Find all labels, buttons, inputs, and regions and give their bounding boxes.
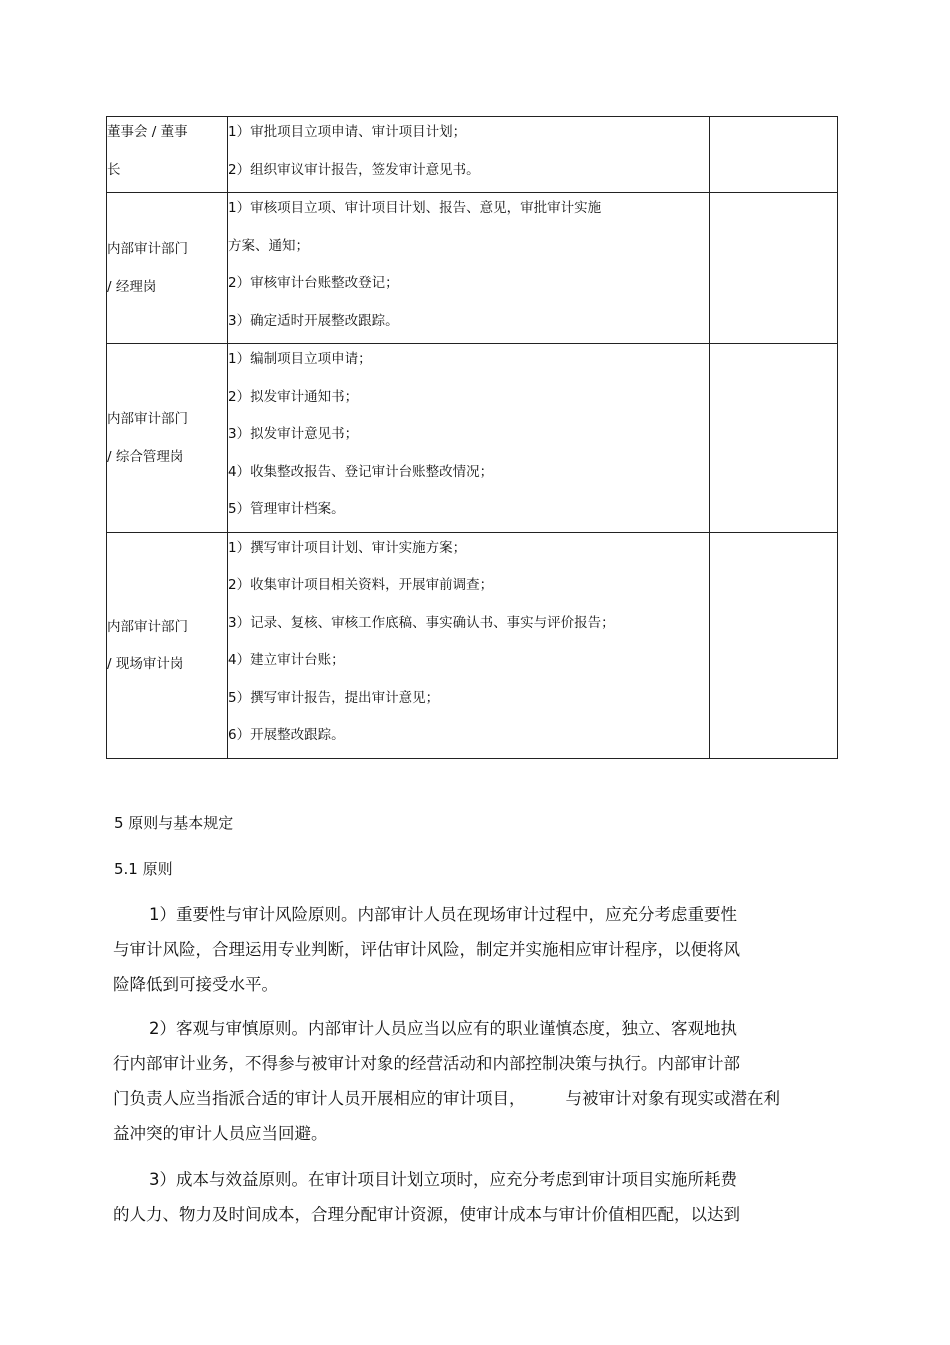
duty-item: 6）开展整改跟踪。	[228, 727, 345, 743]
role-text: 内部审计部门	[107, 241, 188, 257]
role-cell	[107, 344, 228, 533]
duties-cell	[228, 117, 710, 193]
section-heading: 5 原则与基本规定	[114, 814, 234, 832]
paragraph	[113, 897, 833, 1002]
duty-item: 1）审核项目立项、审计项目计划、报告、意见，审批审计实施	[228, 200, 602, 216]
duties-cell	[228, 532, 710, 758]
role-cell	[107, 193, 228, 344]
duty-item: 1）审批项目立项申请、审计项目计划；	[228, 124, 467, 140]
duties-cell	[228, 193, 710, 344]
paragraph	[113, 1011, 833, 1151]
duty-item: 4）建立审计台账；	[228, 652, 345, 668]
role-text: / 综合管理岗	[107, 448, 184, 465]
paragraph-line: 1）重要性与审计风险原则。内部审计人员在现场审计过程中，应充分考虑重要性	[149, 905, 737, 924]
paragraph-line: 的人力、物力及时间成本，合理分配审计资源，使审计成本与审计价值相匹配，以达到	[113, 1205, 740, 1224]
role-text: 内部审计部门	[107, 618, 188, 635]
duty-item: 5）撰写审计报告，提出审计意见；	[228, 689, 440, 706]
role-text: / 经理岗	[107, 278, 157, 295]
duty-item: 2）审核审计台账整改登记；	[228, 275, 399, 291]
remarks-cell	[710, 193, 838, 344]
duty-item: 3）拟发审计意见书；	[228, 426, 359, 442]
subsection-heading: 5.1 原则	[114, 860, 173, 878]
paragraph-line: 与审计风险，合理运用专业判断，评估审计风险，制定并实施相应审计程序，以便将风	[113, 940, 740, 959]
duty-item: 1）编制项目立项申请；	[228, 351, 372, 367]
duty-item: 3）确定适时开展整改跟踪。	[228, 312, 399, 329]
paragraph-line-part: 与被审计对象有现实或潜在利	[565, 1089, 780, 1108]
table-row	[107, 344, 838, 533]
paragraph-line: 2）客观与审慎原则。内部审计人员应当以应有的职业谨慎态度，独立、客观地执	[149, 1019, 737, 1038]
duty-item: 2）组织审议审计报告，签发审计意见书。	[228, 161, 480, 178]
paragraph-line: 益冲突的审计人员应当回避。	[113, 1124, 328, 1143]
role-text: / 现场审计岗	[107, 656, 184, 672]
remarks-cell	[710, 117, 838, 193]
duty-item: 5）管理审计档案。	[228, 501, 345, 517]
table-row	[107, 193, 838, 344]
role-cell	[107, 532, 228, 758]
duty-item: 2）收集审计项目相关资料，开展审前调查；	[228, 577, 494, 593]
duty-item: 1）撰写审计项目计划、审计实施方案；	[228, 539, 467, 556]
role-text: 长	[107, 161, 121, 178]
paragraph-line-part: 门负责人应当指派合适的审计人员开展相应的审计项目，	[113, 1089, 526, 1108]
paragraph-line: 3）成本与效益原则。在审计项目计划立项时，应充分考虑到审计项目实施所耗费	[149, 1170, 737, 1189]
table-row	[107, 117, 838, 193]
paragraph-line: 行内部审计业务，不得参与被审计对象的经营活动和内部控制决策与执行。内部审计部	[113, 1054, 740, 1073]
role-text: 董事会 / 董事	[107, 124, 188, 140]
remarks-cell	[710, 344, 838, 533]
responsibility-table	[106, 116, 838, 759]
duty-item: 2）拟发审计通知书；	[228, 388, 359, 405]
paragraph-line: 险降低到可接受水平。	[113, 975, 278, 994]
role-cell	[107, 117, 228, 193]
table-row	[107, 532, 838, 758]
paragraph	[113, 1162, 833, 1232]
duty-item: 3）记录、复核、审核工作底稿、事实确认书、事实与评价报告；	[228, 614, 615, 631]
paragraph-line	[113, 1081, 833, 1116]
duty-item: 4）收集整改报告、登记审计台账整改情况；	[228, 463, 494, 480]
role-text: 内部审计部门	[107, 411, 188, 427]
duty-item: 方案、通知；	[228, 237, 309, 254]
remarks-cell	[710, 532, 838, 758]
duties-cell	[228, 344, 710, 533]
